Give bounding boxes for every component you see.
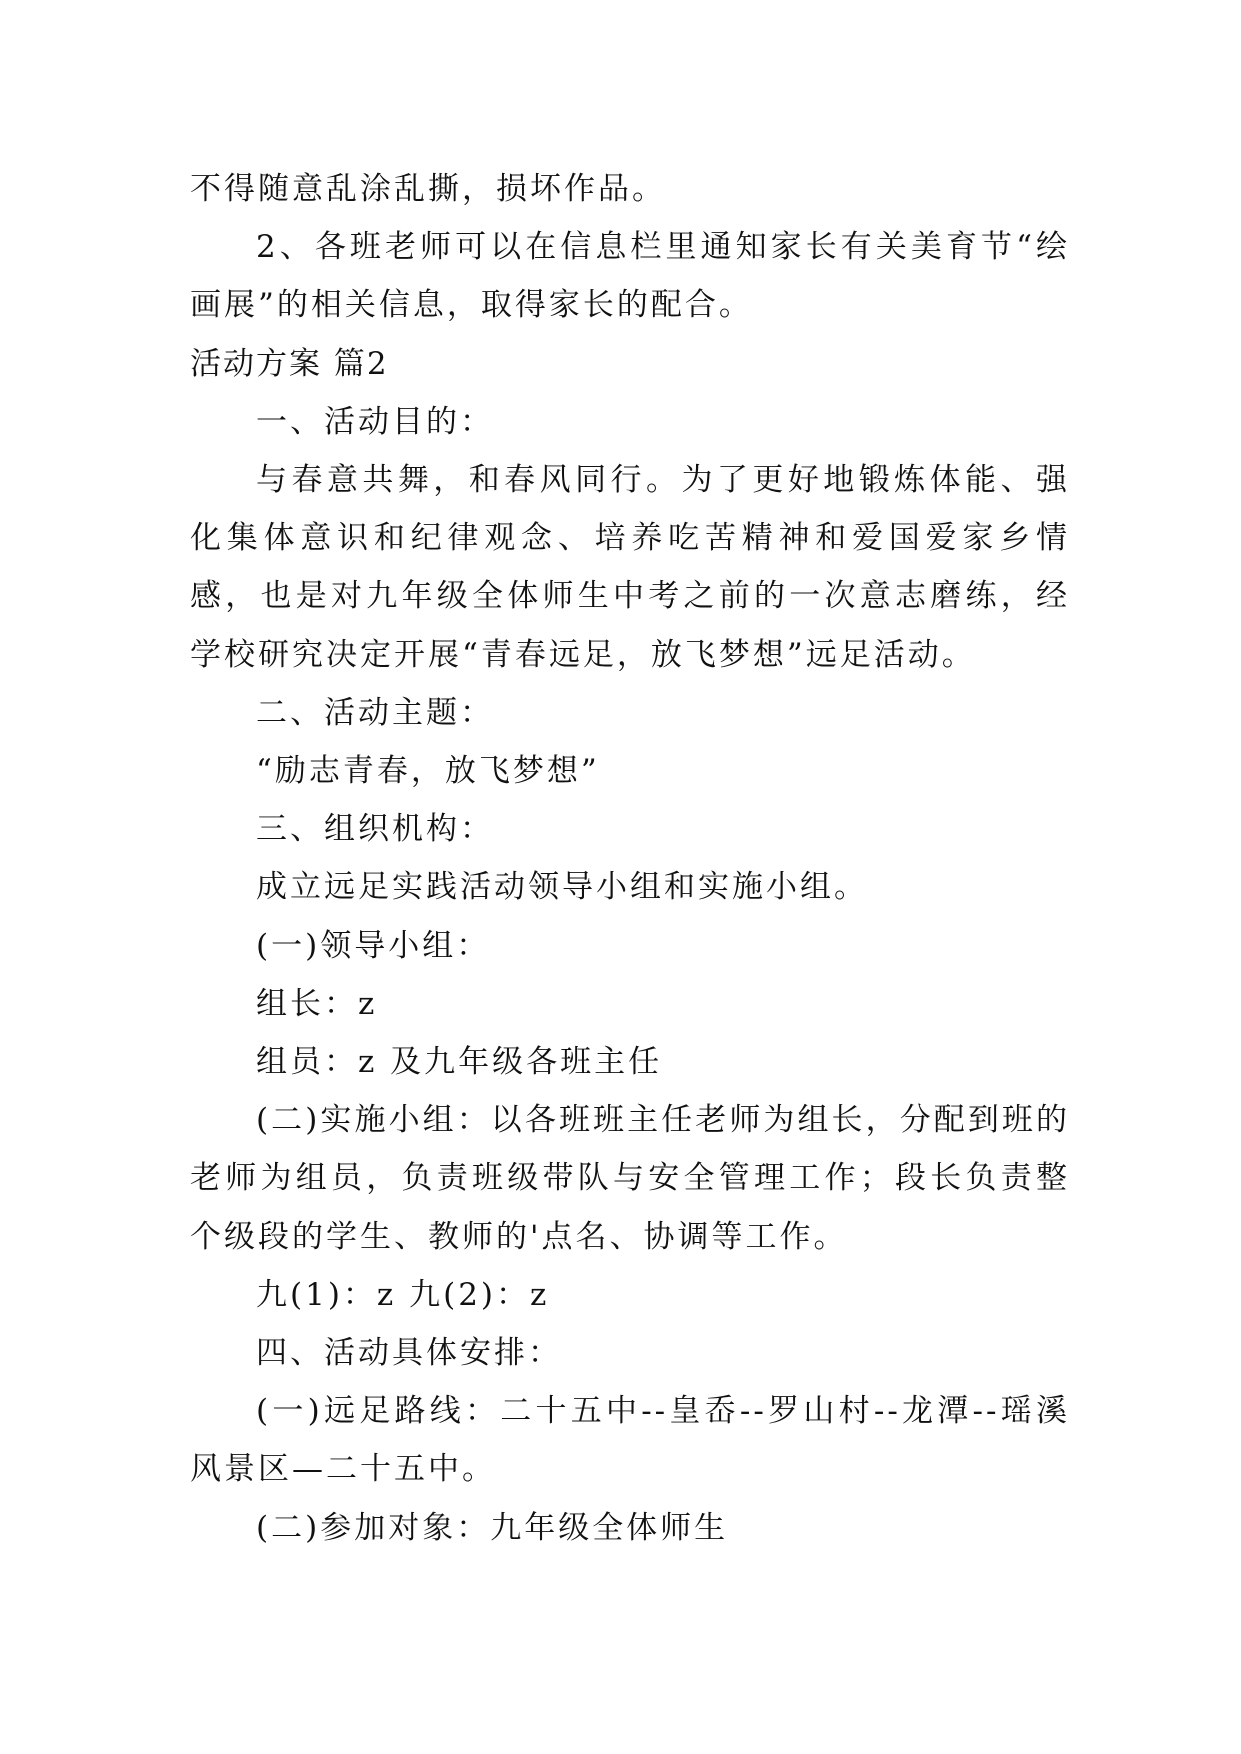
paragraph: 四、活动具体安排： — [256, 1335, 562, 1372]
paragraph: 组员：z 及九年级各班主任 — [256, 1044, 663, 1081]
paragraph: 三、组织机构： — [256, 811, 494, 848]
paragraph: (一)领导小组： — [256, 927, 491, 964]
paragraph: 二、活动主题： — [256, 694, 494, 731]
document-body — [190, 160, 1070, 1557]
paragraph: 九(1)：z 九(2)：z — [256, 1276, 550, 1313]
paragraph: 不得随意乱涂乱撕，损坏作品。 — [190, 171, 666, 207]
section-heading: 活动方案 篇2 — [190, 345, 389, 382]
paragraph: 2、各班老师可以在信息栏里通知家长有关美育节“绘画展”的相关信息，取得家长的配合。 — [190, 229, 1070, 324]
paragraph: (一)远足路线：二十五中--皇岙--罗山村--龙潭--瑶溪风景区—二十五中。 — [190, 1393, 1070, 1488]
paragraph: (二)参加对象：九年级全体师生 — [256, 1509, 729, 1546]
paragraph: 与春意共舞，和春风同行。为了更好地锻炼体能、强化集体意识和纪律观念、培养吃苦精神和爱国爱家乡情感，也是对九年级全体师生中考之前的一次意志磨练，经学校研究决定开展“青春远足，放飞梦想”远足活动。 — [190, 462, 1070, 673]
paragraph: 成立远足实践活动领导小组和实施小组。 — [256, 869, 868, 906]
paragraph: 一、活动目的： — [256, 403, 494, 440]
paragraph: 组长：z — [256, 985, 378, 1022]
paragraph: (二)实施小组：以各班班主任老师为组长，分配到班的老师为组员，负责班级带队与安全管理工作；段长负责整个级段的学生、教师的'点名、协调等工作。 — [190, 1102, 1070, 1255]
paragraph: “励志青春，放飞梦想” — [256, 753, 600, 790]
